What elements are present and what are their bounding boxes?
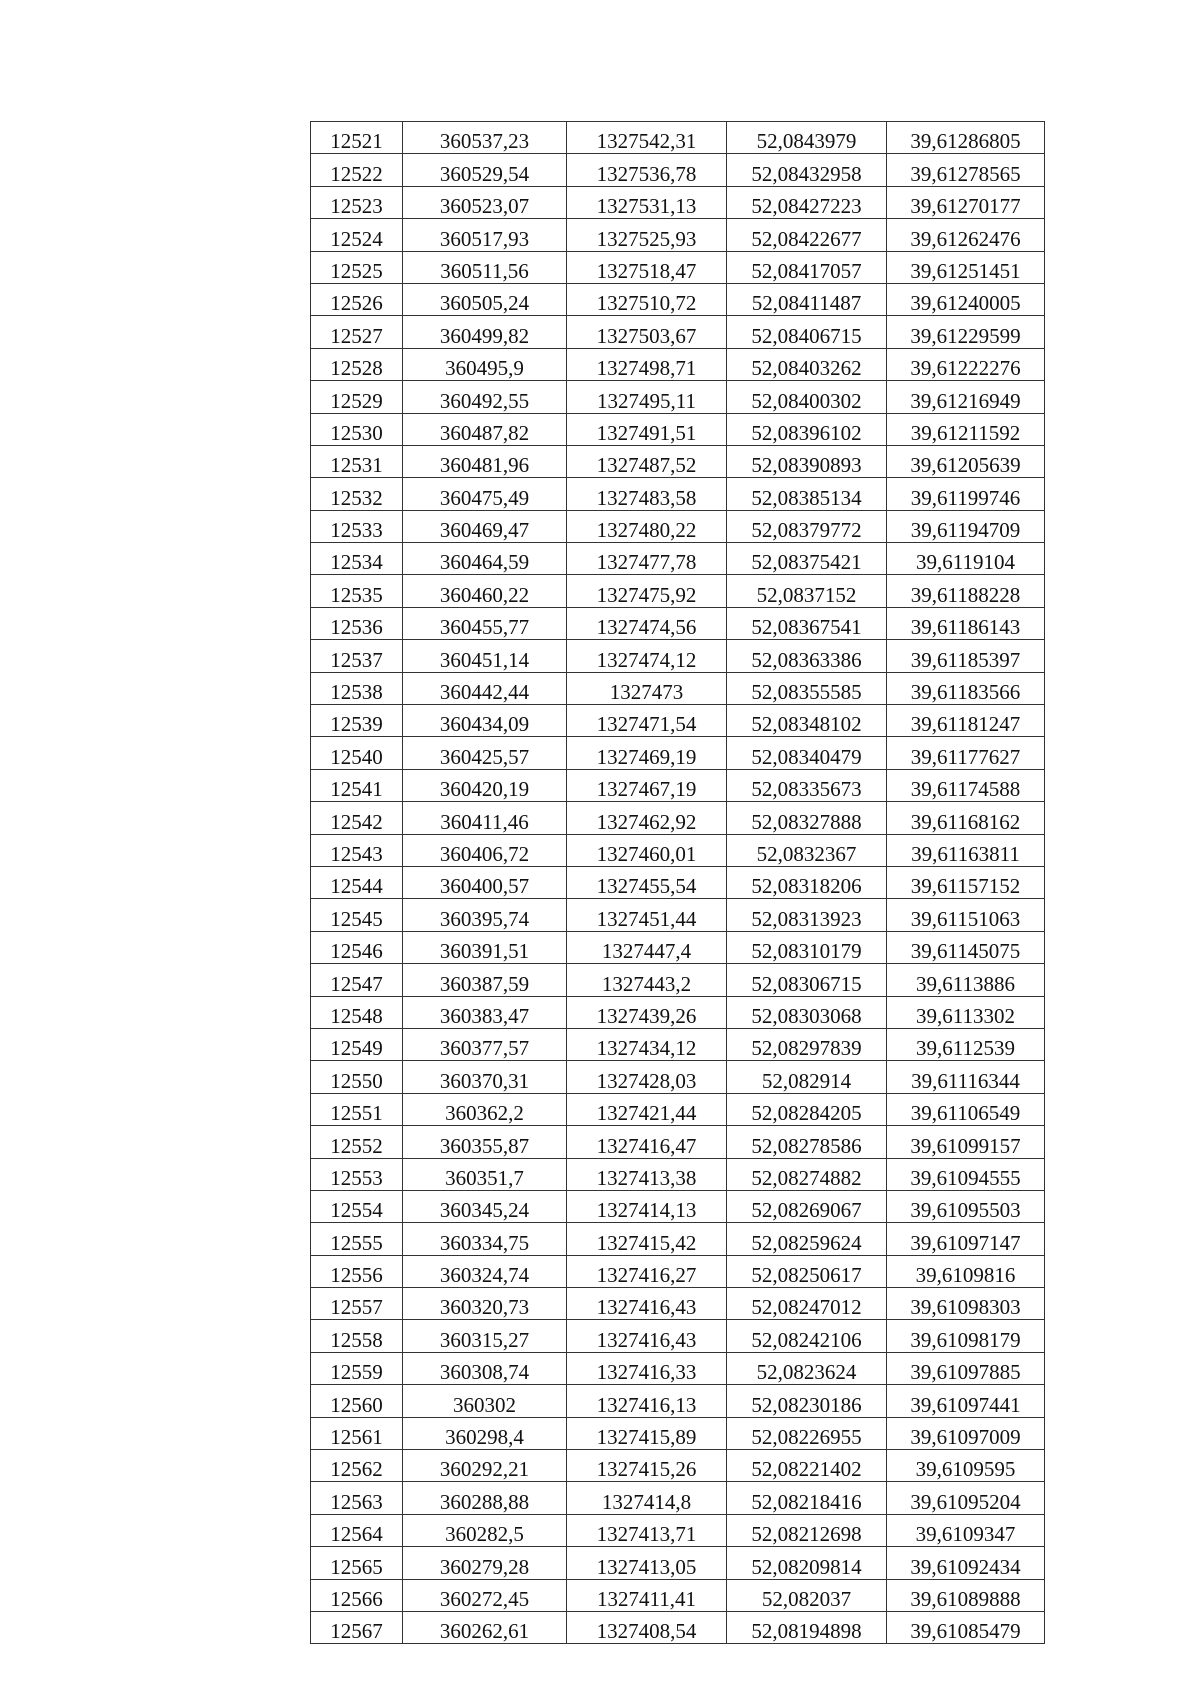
- longitude-cell: 39,61251451: [887, 251, 1045, 283]
- y-coordinate-cell: 1327416,43: [567, 1288, 727, 1320]
- table-row: [311, 1514, 1045, 1546]
- longitude-cell: 39,6112539: [887, 1028, 1045, 1060]
- point-number-cell: 12542: [311, 802, 403, 834]
- latitude-cell: 52,08348102: [727, 705, 887, 737]
- point-number-cell: 12557: [311, 1288, 403, 1320]
- table-row: [311, 543, 1045, 575]
- point-number-cell: 12538: [311, 672, 403, 704]
- point-number-cell: 12539: [311, 705, 403, 737]
- latitude-cell: 52,08278586: [727, 1126, 887, 1158]
- point-number-cell: 12558: [311, 1320, 403, 1352]
- longitude-cell: 39,6119104: [887, 543, 1045, 575]
- x-coordinate-cell: 360308,74: [403, 1352, 567, 1384]
- latitude-cell: 52,08310179: [727, 931, 887, 963]
- y-coordinate-cell: 1327498,71: [567, 348, 727, 380]
- y-coordinate-cell: 1327421,44: [567, 1093, 727, 1125]
- y-coordinate-cell: 1327531,13: [567, 186, 727, 218]
- point-number-cell: 12541: [311, 769, 403, 801]
- x-coordinate-cell: 360355,87: [403, 1126, 567, 1158]
- point-number-cell: 12529: [311, 381, 403, 413]
- longitude-cell: 39,6113302: [887, 996, 1045, 1028]
- table-row: [311, 931, 1045, 963]
- latitude-cell: 52,08259624: [727, 1223, 887, 1255]
- x-coordinate-cell: 360400,57: [403, 866, 567, 898]
- point-number-cell: 12549: [311, 1028, 403, 1060]
- latitude-cell: 52,08340479: [727, 737, 887, 769]
- latitude-cell: 52,08363386: [727, 640, 887, 672]
- y-coordinate-cell: 1327474,12: [567, 640, 727, 672]
- table-row: [311, 1482, 1045, 1514]
- point-number-cell: 12540: [311, 737, 403, 769]
- longitude-cell: 39,61097885: [887, 1352, 1045, 1384]
- coordinates-table-body: [311, 122, 1045, 1644]
- y-coordinate-cell: 1327487,52: [567, 445, 727, 477]
- point-number-cell: 12531: [311, 445, 403, 477]
- longitude-cell: 39,61185397: [887, 640, 1045, 672]
- x-coordinate-cell: 360434,09: [403, 705, 567, 737]
- latitude-cell: 52,08367541: [727, 607, 887, 639]
- latitude-cell: 52,0843979: [727, 122, 887, 154]
- table-row: [311, 1320, 1045, 1352]
- latitude-cell: 52,08209814: [727, 1547, 887, 1579]
- table-row: [311, 381, 1045, 413]
- table-row: [311, 316, 1045, 348]
- y-coordinate-cell: 1327415,26: [567, 1450, 727, 1482]
- point-number-cell: 12545: [311, 899, 403, 931]
- x-coordinate-cell: 360487,82: [403, 413, 567, 445]
- longitude-cell: 39,61222276: [887, 348, 1045, 380]
- longitude-cell: 39,61186143: [887, 607, 1045, 639]
- x-coordinate-cell: 360262,61: [403, 1611, 567, 1643]
- point-number-cell: 12524: [311, 219, 403, 251]
- point-number-cell: 12560: [311, 1385, 403, 1417]
- latitude-cell: 52,08355585: [727, 672, 887, 704]
- table-row: [311, 575, 1045, 607]
- latitude-cell: 52,08318206: [727, 866, 887, 898]
- longitude-cell: 39,61177627: [887, 737, 1045, 769]
- y-coordinate-cell: 1327480,22: [567, 510, 727, 542]
- y-coordinate-cell: 1327416,33: [567, 1352, 727, 1384]
- x-coordinate-cell: 360517,93: [403, 219, 567, 251]
- table-row: [311, 1223, 1045, 1255]
- longitude-cell: 39,61145075: [887, 931, 1045, 963]
- latitude-cell: 52,08406715: [727, 316, 887, 348]
- point-number-cell: 12532: [311, 478, 403, 510]
- x-coordinate-cell: 360420,19: [403, 769, 567, 801]
- longitude-cell: 39,61188228: [887, 575, 1045, 607]
- table-row: [311, 640, 1045, 672]
- table-row: [311, 607, 1045, 639]
- table-row: [311, 413, 1045, 445]
- table-row: [311, 1255, 1045, 1287]
- point-number-cell: 12547: [311, 964, 403, 996]
- coordinates-table: [310, 121, 1045, 1644]
- point-number-cell: 12559: [311, 1352, 403, 1384]
- point-number-cell: 12525: [311, 251, 403, 283]
- longitude-cell: 39,61181247: [887, 705, 1045, 737]
- x-coordinate-cell: 360324,74: [403, 1255, 567, 1287]
- x-coordinate-cell: 360292,21: [403, 1450, 567, 1482]
- x-coordinate-cell: 360383,47: [403, 996, 567, 1028]
- y-coordinate-cell: 1327510,72: [567, 283, 727, 315]
- point-number-cell: 12544: [311, 866, 403, 898]
- latitude-cell: 52,08297839: [727, 1028, 887, 1060]
- longitude-cell: 39,61094555: [887, 1158, 1045, 1190]
- x-coordinate-cell: 360495,9: [403, 348, 567, 380]
- table-row: [311, 1288, 1045, 1320]
- y-coordinate-cell: 1327495,11: [567, 381, 727, 413]
- table-row: [311, 478, 1045, 510]
- latitude-cell: 52,08242106: [727, 1320, 887, 1352]
- y-coordinate-cell: 1327491,51: [567, 413, 727, 445]
- point-number-cell: 12521: [311, 122, 403, 154]
- x-coordinate-cell: 360391,51: [403, 931, 567, 963]
- latitude-cell: 52,08400302: [727, 381, 887, 413]
- point-number-cell: 12552: [311, 1126, 403, 1158]
- point-number-cell: 12528: [311, 348, 403, 380]
- latitude-cell: 52,08417057: [727, 251, 887, 283]
- y-coordinate-cell: 1327411,41: [567, 1579, 727, 1611]
- latitude-cell: 52,08313923: [727, 899, 887, 931]
- point-number-cell: 12553: [311, 1158, 403, 1190]
- latitude-cell: 52,08284205: [727, 1093, 887, 1125]
- y-coordinate-cell: 1327414,8: [567, 1482, 727, 1514]
- y-coordinate-cell: 1327460,01: [567, 834, 727, 866]
- table-row: [311, 1093, 1045, 1125]
- table-row: [311, 996, 1045, 1028]
- latitude-cell: 52,08385134: [727, 478, 887, 510]
- point-number-cell: 12556: [311, 1255, 403, 1287]
- latitude-cell: 52,08250617: [727, 1255, 887, 1287]
- latitude-cell: 52,08194898: [727, 1611, 887, 1643]
- y-coordinate-cell: 1327413,38: [567, 1158, 727, 1190]
- y-coordinate-cell: 1327416,47: [567, 1126, 727, 1158]
- y-coordinate-cell: 1327477,78: [567, 543, 727, 575]
- latitude-cell: 52,08335673: [727, 769, 887, 801]
- table-row: [311, 769, 1045, 801]
- latitude-cell: 52,08274882: [727, 1158, 887, 1190]
- longitude-cell: 39,61089888: [887, 1579, 1045, 1611]
- y-coordinate-cell: 1327416,27: [567, 1255, 727, 1287]
- y-coordinate-cell: 1327439,26: [567, 996, 727, 1028]
- point-number-cell: 12561: [311, 1417, 403, 1449]
- point-number-cell: 12526: [311, 283, 403, 315]
- latitude-cell: 52,08432958: [727, 154, 887, 186]
- table-row: [311, 445, 1045, 477]
- point-number-cell: 12537: [311, 640, 403, 672]
- longitude-cell: 39,61270177: [887, 186, 1045, 218]
- x-coordinate-cell: 360315,27: [403, 1320, 567, 1352]
- table-row: [311, 1190, 1045, 1222]
- x-coordinate-cell: 360387,59: [403, 964, 567, 996]
- x-coordinate-cell: 360460,22: [403, 575, 567, 607]
- y-coordinate-cell: 1327474,56: [567, 607, 727, 639]
- point-number-cell: 12522: [311, 154, 403, 186]
- x-coordinate-cell: 360455,77: [403, 607, 567, 639]
- latitude-cell: 52,08411487: [727, 283, 887, 315]
- latitude-cell: 52,0832367: [727, 834, 887, 866]
- table-row: [311, 1061, 1045, 1093]
- longitude-cell: 39,6109816: [887, 1255, 1045, 1287]
- table-row: [311, 154, 1045, 186]
- point-number-cell: 12551: [311, 1093, 403, 1125]
- table-row: [311, 1352, 1045, 1384]
- x-coordinate-cell: 360298,4: [403, 1417, 567, 1449]
- longitude-cell: 39,61098303: [887, 1288, 1045, 1320]
- longitude-cell: 39,61286805: [887, 122, 1045, 154]
- y-coordinate-cell: 1327462,92: [567, 802, 727, 834]
- latitude-cell: 52,08422677: [727, 219, 887, 251]
- longitude-cell: 39,61092434: [887, 1547, 1045, 1579]
- point-number-cell: 12527: [311, 316, 403, 348]
- y-coordinate-cell: 1327467,19: [567, 769, 727, 801]
- latitude-cell: 52,08327888: [727, 802, 887, 834]
- y-coordinate-cell: 1327415,89: [567, 1417, 727, 1449]
- longitude-cell: 39,61174588: [887, 769, 1045, 801]
- table-row: [311, 1126, 1045, 1158]
- x-coordinate-cell: 360288,88: [403, 1482, 567, 1514]
- longitude-cell: 39,61157152: [887, 866, 1045, 898]
- latitude-cell: 52,082037: [727, 1579, 887, 1611]
- longitude-cell: 39,6109595: [887, 1450, 1045, 1482]
- x-coordinate-cell: 360362,2: [403, 1093, 567, 1125]
- point-number-cell: 12564: [311, 1514, 403, 1546]
- latitude-cell: 52,08379772: [727, 510, 887, 542]
- y-coordinate-cell: 1327542,31: [567, 122, 727, 154]
- point-number-cell: 12546: [311, 931, 403, 963]
- table-row: [311, 186, 1045, 218]
- point-number-cell: 12533: [311, 510, 403, 542]
- longitude-cell: 39,61216949: [887, 381, 1045, 413]
- x-coordinate-cell: 360395,74: [403, 899, 567, 931]
- point-number-cell: 12562: [311, 1450, 403, 1482]
- point-number-cell: 12536: [311, 607, 403, 639]
- longitude-cell: 39,61262476: [887, 219, 1045, 251]
- x-coordinate-cell: 360282,5: [403, 1514, 567, 1546]
- y-coordinate-cell: 1327525,93: [567, 219, 727, 251]
- latitude-cell: 52,08212698: [727, 1514, 887, 1546]
- longitude-cell: 39,61194709: [887, 510, 1045, 542]
- point-number-cell: 12535: [311, 575, 403, 607]
- x-coordinate-cell: 360475,49: [403, 478, 567, 510]
- point-number-cell: 12555: [311, 1223, 403, 1255]
- table-row: [311, 122, 1045, 154]
- longitude-cell: 39,61199746: [887, 478, 1045, 510]
- longitude-cell: 39,61240005: [887, 283, 1045, 315]
- longitude-cell: 39,61095204: [887, 1482, 1045, 1514]
- longitude-cell: 39,61183566: [887, 672, 1045, 704]
- y-coordinate-cell: 1327416,43: [567, 1320, 727, 1352]
- table-row: [311, 283, 1045, 315]
- point-number-cell: 12563: [311, 1482, 403, 1514]
- table-row: [311, 348, 1045, 380]
- latitude-cell: 52,0823624: [727, 1352, 887, 1384]
- y-coordinate-cell: 1327415,42: [567, 1223, 727, 1255]
- x-coordinate-cell: 360425,57: [403, 737, 567, 769]
- point-number-cell: 12565: [311, 1547, 403, 1579]
- table-row: [311, 899, 1045, 931]
- latitude-cell: 52,08403262: [727, 348, 887, 380]
- point-number-cell: 12534: [311, 543, 403, 575]
- x-coordinate-cell: 360469,47: [403, 510, 567, 542]
- longitude-cell: 39,6109347: [887, 1514, 1045, 1546]
- longitude-cell: 39,61168162: [887, 802, 1045, 834]
- table-row: [311, 1450, 1045, 1482]
- point-number-cell: 12567: [311, 1611, 403, 1643]
- table-row: [311, 219, 1045, 251]
- x-coordinate-cell: 360345,24: [403, 1190, 567, 1222]
- y-coordinate-cell: 1327475,92: [567, 575, 727, 607]
- latitude-cell: 52,08306715: [727, 964, 887, 996]
- x-coordinate-cell: 360451,14: [403, 640, 567, 672]
- x-coordinate-cell: 360406,72: [403, 834, 567, 866]
- longitude-cell: 39,61116344: [887, 1061, 1045, 1093]
- longitude-cell: 39,61097441: [887, 1385, 1045, 1417]
- longitude-cell: 39,61229599: [887, 316, 1045, 348]
- table-row: [311, 802, 1045, 834]
- y-coordinate-cell: 1327471,54: [567, 705, 727, 737]
- y-coordinate-cell: 1327428,03: [567, 1061, 727, 1093]
- x-coordinate-cell: 360351,7: [403, 1158, 567, 1190]
- longitude-cell: 39,61106549: [887, 1093, 1045, 1125]
- latitude-cell: 52,08226955: [727, 1417, 887, 1449]
- table-row: [311, 1547, 1045, 1579]
- table-row: [311, 1385, 1045, 1417]
- y-coordinate-cell: 1327473: [567, 672, 727, 704]
- x-coordinate-cell: 360370,31: [403, 1061, 567, 1093]
- x-coordinate-cell: 360320,73: [403, 1288, 567, 1320]
- latitude-cell: 52,08396102: [727, 413, 887, 445]
- latitude-cell: 52,08390893: [727, 445, 887, 477]
- latitude-cell: 52,08269067: [727, 1190, 887, 1222]
- y-coordinate-cell: 1327451,44: [567, 899, 727, 931]
- latitude-cell: 52,08427223: [727, 186, 887, 218]
- longitude-cell: 39,61098179: [887, 1320, 1045, 1352]
- longitude-cell: 39,61097147: [887, 1223, 1045, 1255]
- y-coordinate-cell: 1327416,13: [567, 1385, 727, 1417]
- y-coordinate-cell: 1327455,54: [567, 866, 727, 898]
- y-coordinate-cell: 1327414,13: [567, 1190, 727, 1222]
- table-row: [311, 1417, 1045, 1449]
- longitude-cell: 39,61278565: [887, 154, 1045, 186]
- y-coordinate-cell: 1327447,4: [567, 931, 727, 963]
- point-number-cell: 12548: [311, 996, 403, 1028]
- table-row: [311, 964, 1045, 996]
- latitude-cell: 52,082914: [727, 1061, 887, 1093]
- x-coordinate-cell: 360511,56: [403, 251, 567, 283]
- y-coordinate-cell: 1327434,12: [567, 1028, 727, 1060]
- point-number-cell: 12566: [311, 1579, 403, 1611]
- table-row: [311, 1611, 1045, 1643]
- x-coordinate-cell: 360334,75: [403, 1223, 567, 1255]
- longitude-cell: 39,61099157: [887, 1126, 1045, 1158]
- y-coordinate-cell: 1327408,54: [567, 1611, 727, 1643]
- x-coordinate-cell: 360377,57: [403, 1028, 567, 1060]
- x-coordinate-cell: 360505,24: [403, 283, 567, 315]
- longitude-cell: 39,61211592: [887, 413, 1045, 445]
- y-coordinate-cell: 1327443,2: [567, 964, 727, 996]
- table-row: [311, 705, 1045, 737]
- point-number-cell: 12543: [311, 834, 403, 866]
- x-coordinate-cell: 360523,07: [403, 186, 567, 218]
- table-row: [311, 1158, 1045, 1190]
- y-coordinate-cell: 1327503,67: [567, 316, 727, 348]
- table-row: [311, 672, 1045, 704]
- latitude-cell: 52,08375421: [727, 543, 887, 575]
- x-coordinate-cell: 360272,45: [403, 1579, 567, 1611]
- x-coordinate-cell: 360279,28: [403, 1547, 567, 1579]
- latitude-cell: 52,0837152: [727, 575, 887, 607]
- table-row: [311, 737, 1045, 769]
- longitude-cell: 39,61205639: [887, 445, 1045, 477]
- table-row: [311, 1579, 1045, 1611]
- y-coordinate-cell: 1327413,05: [567, 1547, 727, 1579]
- latitude-cell: 52,08247012: [727, 1288, 887, 1320]
- x-coordinate-cell: 360442,44: [403, 672, 567, 704]
- x-coordinate-cell: 360537,23: [403, 122, 567, 154]
- longitude-cell: 39,61085479: [887, 1611, 1045, 1643]
- x-coordinate-cell: 360411,46: [403, 802, 567, 834]
- table-row: [311, 834, 1045, 866]
- x-coordinate-cell: 360529,54: [403, 154, 567, 186]
- table-row: [311, 866, 1045, 898]
- y-coordinate-cell: 1327536,78: [567, 154, 727, 186]
- table-row: [311, 251, 1045, 283]
- x-coordinate-cell: 360464,59: [403, 543, 567, 575]
- point-number-cell: 12550: [311, 1061, 403, 1093]
- y-coordinate-cell: 1327483,58: [567, 478, 727, 510]
- y-coordinate-cell: 1327469,19: [567, 737, 727, 769]
- y-coordinate-cell: 1327413,71: [567, 1514, 727, 1546]
- longitude-cell: 39,6113886: [887, 964, 1045, 996]
- latitude-cell: 52,08303068: [727, 996, 887, 1028]
- latitude-cell: 52,08218416: [727, 1482, 887, 1514]
- point-number-cell: 12554: [311, 1190, 403, 1222]
- point-number-cell: 12523: [311, 186, 403, 218]
- x-coordinate-cell: 360499,82: [403, 316, 567, 348]
- longitude-cell: 39,61151063: [887, 899, 1045, 931]
- x-coordinate-cell: 360302: [403, 1385, 567, 1417]
- y-coordinate-cell: 1327518,47: [567, 251, 727, 283]
- longitude-cell: 39,61095503: [887, 1190, 1045, 1222]
- point-number-cell: 12530: [311, 413, 403, 445]
- x-coordinate-cell: 360481,96: [403, 445, 567, 477]
- x-coordinate-cell: 360492,55: [403, 381, 567, 413]
- latitude-cell: 52,08221402: [727, 1450, 887, 1482]
- longitude-cell: 39,61163811: [887, 834, 1045, 866]
- table-row: [311, 1028, 1045, 1060]
- table-row: [311, 510, 1045, 542]
- longitude-cell: 39,61097009: [887, 1417, 1045, 1449]
- latitude-cell: 52,08230186: [727, 1385, 887, 1417]
